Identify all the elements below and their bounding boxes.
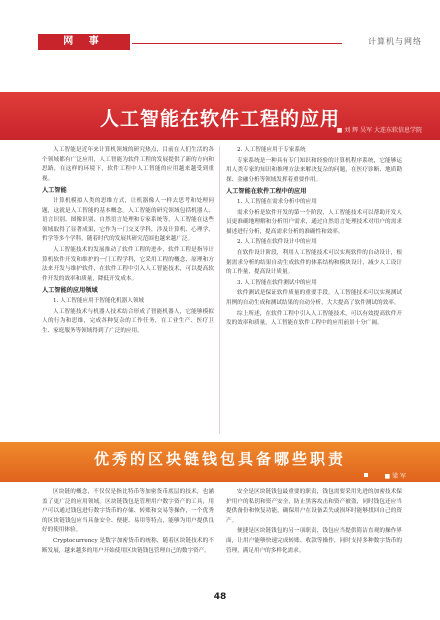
- article1-column-right: [226, 146, 402, 436]
- paragraph: Cryptocurrency 是数字加密货币的统称，随着区块链技术的不断发展，越来越多的用户开始使用区块链钱包管理自己的数字资产。: [42, 537, 214, 554]
- paragraph: 2. 人工智能应用于专家系统: [237, 147, 306, 153]
- article2-title: 优秀的区块链钱包具备哪些职责: [93, 450, 346, 468]
- section-heading: 人工智能: [42, 187, 67, 195]
- article2-byline: ■ 梁 军: [384, 473, 406, 480]
- paragraph: 在软件设计阶段，利用人工智能技术可以实现软件的自动设计，根据需求分析的结果自动生成软件的体系结构和模块设计，减少人工设计的工作量，提高设计质量。: [226, 249, 402, 276]
- page-header: [0, 0, 440, 52]
- paragraph: 3. 人工智能在软件测试中的应用: [237, 279, 317, 286]
- paragraph: 2. 人工智能在软件设计中的应用: [237, 239, 317, 246]
- article1-banner: [0, 92, 440, 140]
- paragraph: 人工智能是近年来计算机领域的研究热点，目前在人们生活的各个领域都有广泛应用，人工智能为软件工程的发展提供了新的方向和思路，在这样的环境下，软件工程中人工智能的应用越来越受到重视。: [42, 147, 214, 182]
- byline-marker: [364, 473, 368, 477]
- section-heading: 人工智能的应用领域: [42, 287, 98, 295]
- paragraph: 综上所述，在软件工程中引入人工智能技术，可以有效提高软件开发的效率和质量，人工智能在软件工程中的应用前景十分广阔。: [226, 310, 402, 327]
- section-tab: 网 事: [38, 34, 130, 50]
- paragraph: 软件测试是保证软件质量的重要手段，人工智能技术可以实现测试用例的自动生成和测试结果的自动分析，大大提高了软件测试的效率。: [226, 290, 402, 306]
- paragraph: 人工智能技术与机器人技术结合形成了智能机器人，它能够模拟人的行为和思维，完成各种复杂的工作任务，在工业生产、医疗卫生、家庭服务等领域得到了广泛的应用。: [42, 308, 214, 334]
- article2-column-right: [226, 488, 402, 584]
- article1-byline: ■ 刘 辉 吴军 大连东软信息学院: [336, 127, 422, 134]
- paragraph: 1. 人工智能应用于智能化机器人领域: [53, 297, 145, 304]
- article1-column-left: [42, 146, 214, 436]
- article2-column-left: [42, 488, 214, 584]
- article2-banner: [0, 442, 440, 482]
- header-rule: [132, 43, 342, 44]
- page-number: 48: [213, 592, 227, 602]
- paragraph: 需求分析是软件开发的第一个阶段，人工智能技术可以帮助开发人员更准确地理解和分析用户需求，通过自然语言处理技术对用户的需求描述进行分析，提高需求分析的准确性和效率。: [226, 209, 402, 235]
- article1-title: 人工智能在软件工程的应用: [99, 108, 340, 130]
- paragraph: 计算机模拟人类的思维方式，让机器像人一样去思考和处理问题，这就是人工智能的基本概念。人工智能的研究领域包括机器人、语言识别、图像识别、自然语言处理和专家系统等，人工智能在这些领域取得了显著成果，它作为一门交叉学科，涉及计算机、心理学、哲学等多个学科，随着时代的发展其研究范围也越来越广泛。: [42, 197, 214, 243]
- paragraph: 人工智能技术的发展推动了软件工程的进步，软件工程是指导计算机软件开发和维护的一门工程学科，它采用工程的概念、原理和方法来开发与维护软件，在软件工程中引入人工智能技术，可以提高软件开发的效率和质量，降低开发成本。: [42, 246, 214, 282]
- paragraph: 1. 人工智能在需求分析中的应用: [237, 198, 317, 205]
- paragraph: 区块链的概念，不仅仅是指比特币等加密货币底层的技术，也涵盖了更广泛的应用领域。区块链钱包是管理用户数字资产的工具，用户可以通过钱包进行数字货币的存储、转账和交易等操作，一个优秀的区块链钱包应当具备安全、便捷、易用等特点，能够为用户提供良好的使用体验。: [42, 489, 214, 534]
- paragraph: 安全是区块链钱包最重要的职责，钱包需要采用先进的加密技术保护用户的私钥和资产安全，防止黑客攻击和资产被盗，同时钱包还应当提供备份和恢复功能，确保用户在设备丢失或损坏时能够找回自己的资产。: [226, 489, 402, 524]
- section-heading: 人工智能在软件工程中的应用: [226, 188, 307, 196]
- section-label: 计算机与网络: [368, 37, 422, 46]
- paragraph: 便捷是区块链钱包的另一项职责，钱包应当提供简洁直观的操作界面，让用户能够快速完成转账、收款等操作，同时支持多种数字货币的管理，满足用户的多样化需求。: [226, 528, 402, 554]
- column-divider: [219, 146, 220, 434]
- paragraph: 专家系统是一种具有专门知识和经验的计算机程序系统，它能够运用人类专家的知识和推理方法来解决复杂的问题，在医疗诊断、地质勘探、金融分析等领域发挥着重要作用。: [226, 157, 402, 183]
